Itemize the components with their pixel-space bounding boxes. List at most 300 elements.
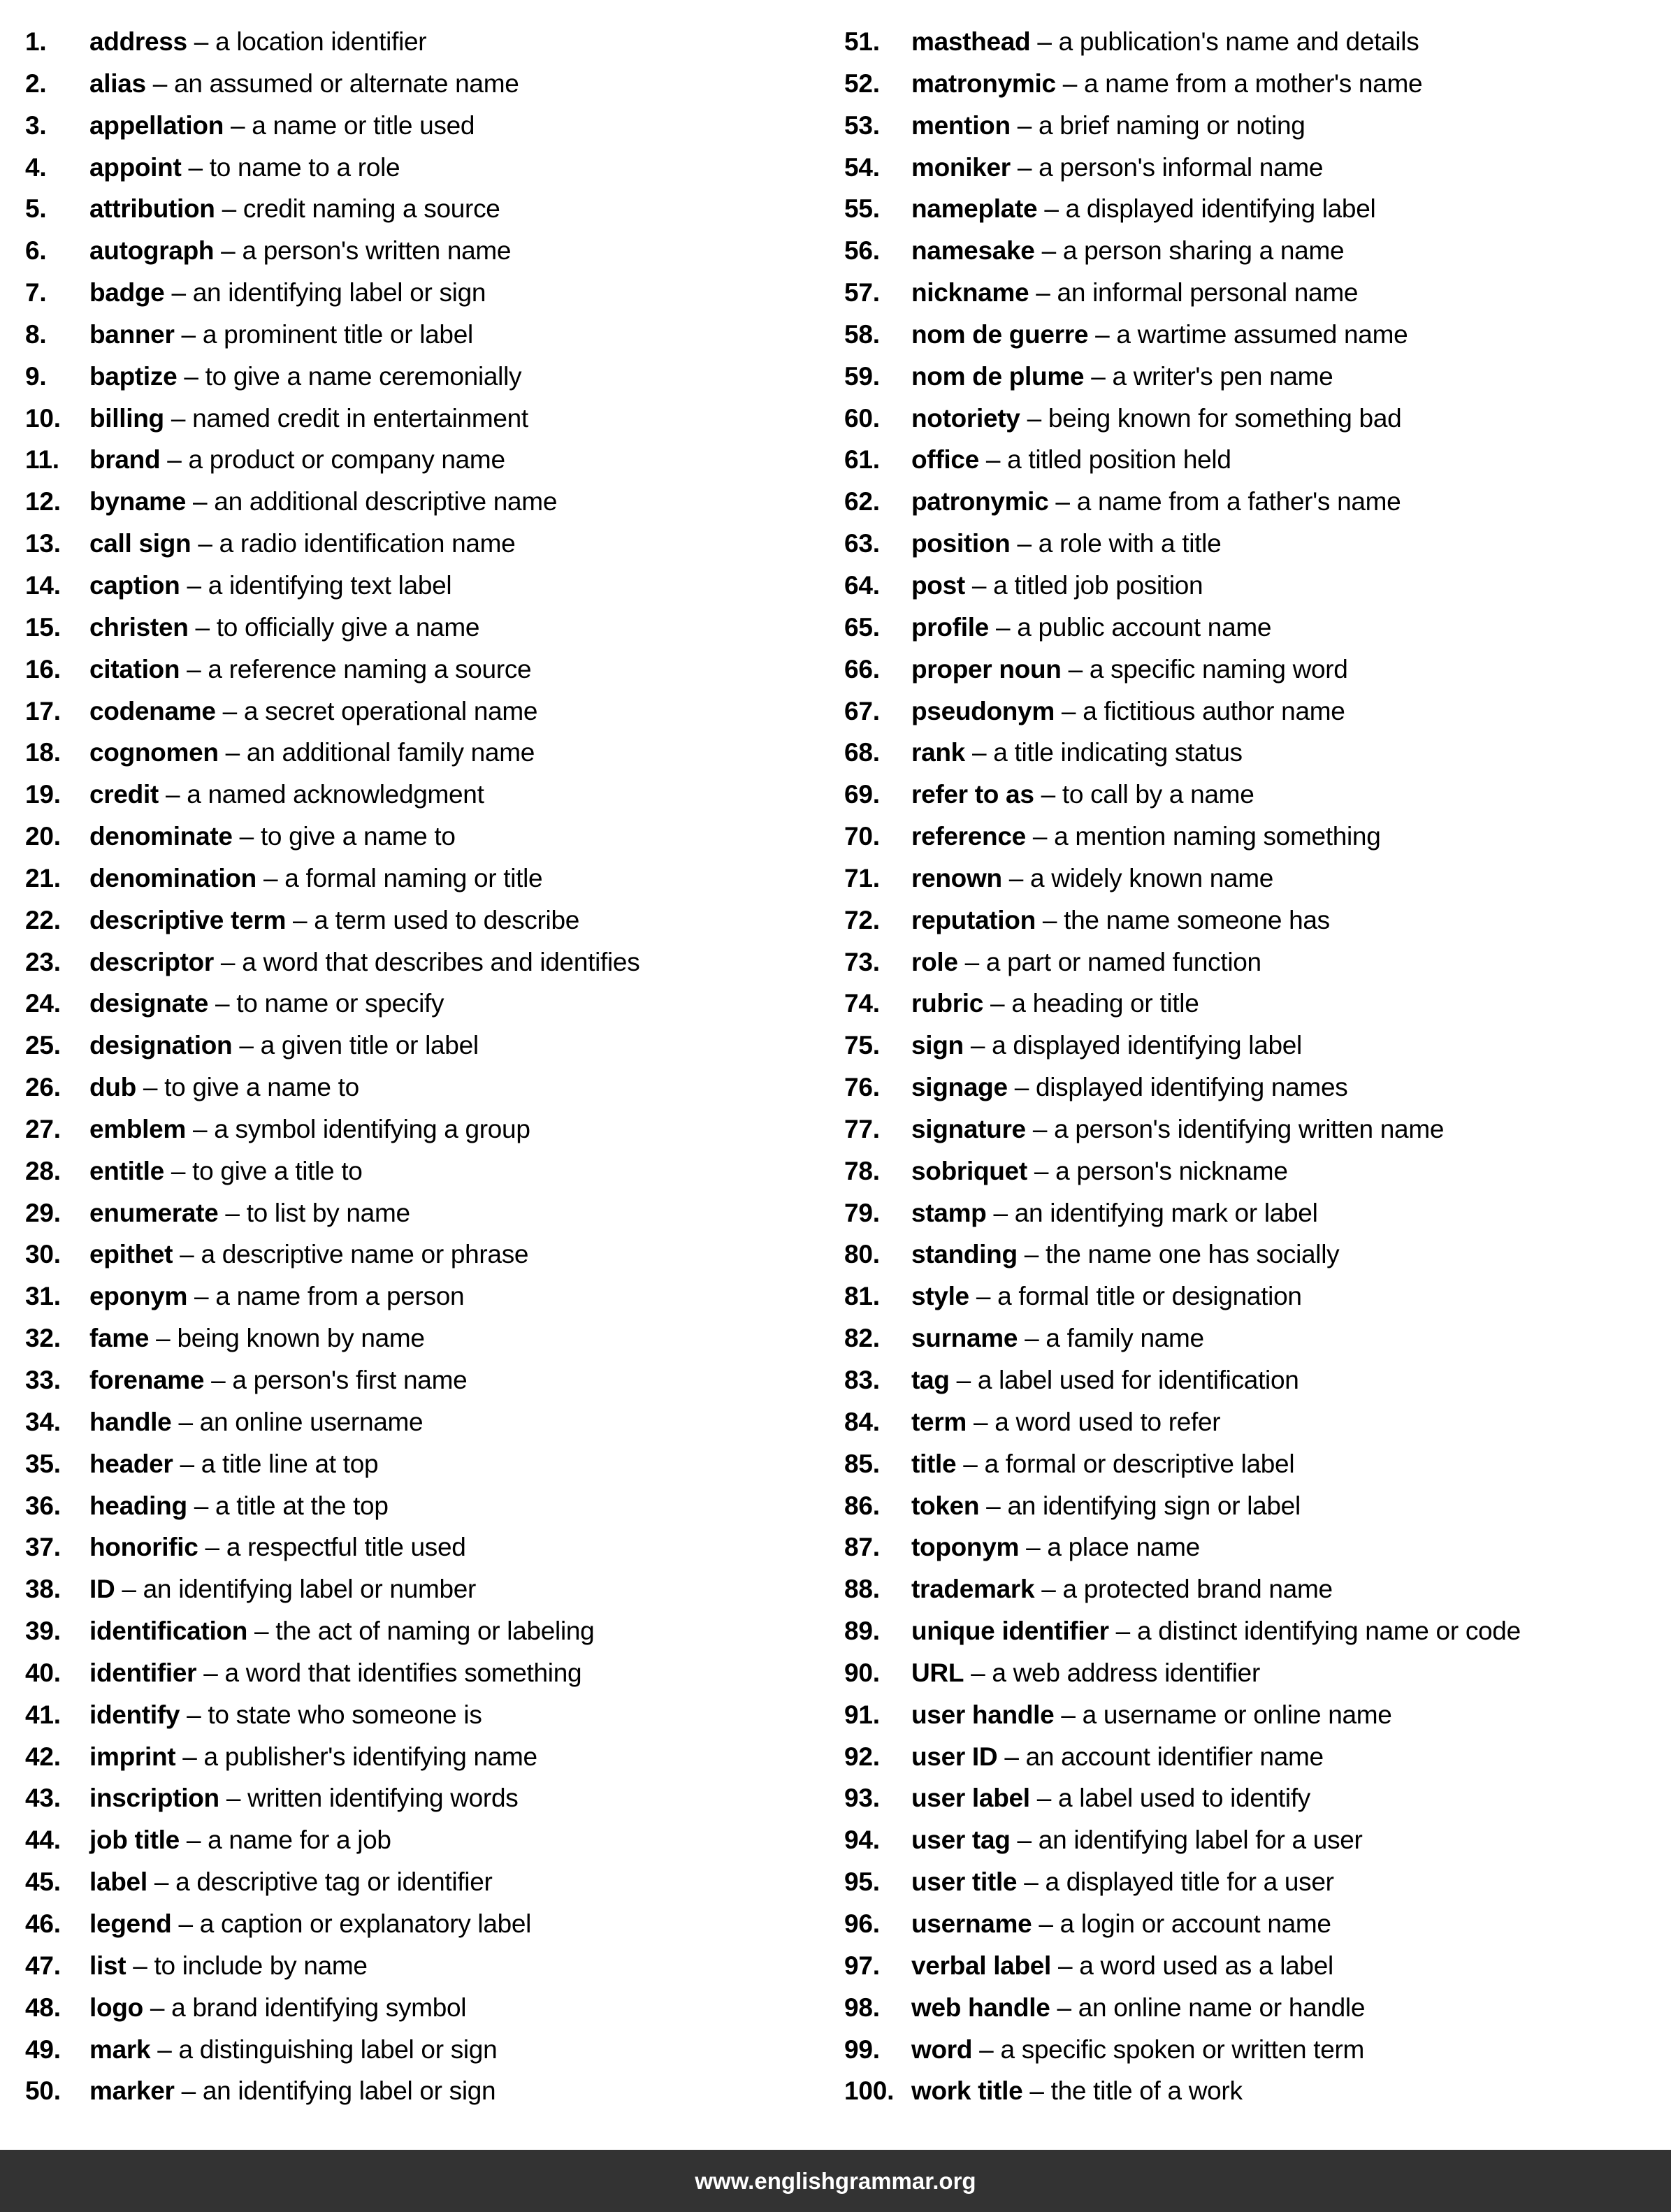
list-item-number: 41.: [25, 1700, 61, 1729]
list-item-number: 20.: [25, 822, 61, 851]
list-item-term: reference: [911, 822, 1026, 851]
list-item-body: [911, 899, 1330, 941]
list-item-dash: –: [1044, 194, 1059, 224]
list-item-body: [911, 1234, 1339, 1275]
list-item: [25, 147, 819, 189]
list-item-body: [911, 1025, 1302, 1067]
list-item-dash: –: [194, 1282, 209, 1311]
list-item-number: 71.: [844, 863, 880, 892]
list-item-term: URL: [911, 1658, 964, 1687]
list-item-term: appoint: [89, 152, 182, 182]
list-item-number: 1.: [25, 27, 47, 56]
list-item-body: [89, 1819, 391, 1861]
list-item-term: caption: [89, 570, 180, 600]
list-item-body: [911, 398, 1401, 440]
list-item-dash: –: [971, 570, 987, 600]
list-item-number: 95.: [844, 1867, 880, 1897]
list-item-dash: –: [181, 2076, 196, 2106]
list-item-dash: –: [143, 1073, 158, 1102]
list-item-body: [89, 314, 473, 356]
list-item-body: [89, 1987, 466, 2029]
list-item-dash: –: [995, 612, 1011, 642]
list-item-number: 3.: [25, 110, 47, 140]
list-item-dash: –: [1091, 361, 1106, 391]
list-item: [25, 607, 819, 649]
list-item-definition: a word that identifies something: [224, 1658, 582, 1687]
list-item-body: [911, 691, 1345, 732]
list-item-body: [89, 1903, 531, 1945]
list-item: [844, 1443, 1671, 1485]
list-item-number: 96.: [844, 1909, 880, 1938]
list-item-body: [89, 565, 451, 607]
list-item-dash: –: [226, 1784, 241, 1813]
list-item-dash: –: [986, 1491, 1001, 1520]
list-item-definition: a wartime assumed name: [1116, 319, 1408, 349]
list-item-number: 68.: [844, 738, 880, 767]
list-item: [844, 1108, 1671, 1150]
list-item-term: user handle: [911, 1700, 1055, 1729]
list-item-number: 34.: [25, 1407, 61, 1436]
list-item-dash: –: [293, 905, 308, 934]
list-item: [25, 1275, 819, 1317]
list-item-definition: a name from a mother's name: [1083, 68, 1423, 98]
list-item-term: sobriquet: [911, 1156, 1027, 1185]
list-item: [844, 1317, 1671, 1359]
list-item-body: [89, 774, 484, 816]
list-item-number: 60.: [844, 403, 880, 433]
list-item-definition: an account identifier name: [1025, 1742, 1324, 1771]
list-item-term: ID: [89, 1575, 115, 1604]
list-item-dash: –: [1026, 1533, 1041, 1562]
list-item-term: appellation: [89, 110, 224, 140]
list-item-body: [911, 1568, 1333, 1610]
list-item-number: 33.: [25, 1366, 61, 1394]
list-item-definition: a radio identification name: [219, 529, 516, 558]
list-item-term: emblem: [89, 1114, 187, 1143]
list-item: [844, 105, 1671, 147]
list-item-number: 15.: [25, 612, 61, 642]
list-item: [844, 1568, 1671, 1610]
list-item-definition: a username or online name: [1082, 1700, 1392, 1729]
list-item-term: web handle: [911, 1993, 1050, 2022]
list-item-number: 58.: [844, 319, 880, 349]
list-item-body: [911, 774, 1254, 816]
list-item-definition: a specific spoken or written term: [1000, 2034, 1365, 2064]
list-item-number: 35.: [25, 1449, 61, 1478]
list-item-dash: –: [1014, 1073, 1029, 1102]
list-item: [25, 188, 819, 230]
list-item-body: [89, 188, 500, 230]
list-item-body: [911, 1401, 1220, 1443]
list-item: [25, 523, 819, 565]
list-item-definition: a writer's pen name: [1112, 361, 1333, 391]
list-item-term: style: [911, 1282, 969, 1311]
list-item: [25, 1234, 819, 1275]
list-item-body: [89, 1610, 594, 1652]
list-item: [844, 899, 1671, 941]
list-item-number: 38.: [25, 1575, 61, 1604]
list-item-body: [89, 732, 535, 774]
list-item-term: signature: [911, 1114, 1026, 1143]
list-item-term: masthead: [911, 27, 1031, 56]
word-list-columns: [0, 21, 1671, 2112]
list-item-dash: –: [225, 738, 240, 767]
list-item: [844, 1485, 1671, 1527]
list-item-term: reputation: [911, 905, 1036, 934]
list-item-definition: a person sharing a name: [1062, 236, 1345, 266]
list-item: [25, 1150, 819, 1192]
list-item-definition: a product or company name: [188, 445, 505, 475]
list-item-number: 87.: [844, 1533, 880, 1562]
list-item: [844, 2029, 1671, 2071]
list-item-body: [89, 439, 505, 481]
list-item-definition: a specific naming word: [1089, 654, 1348, 684]
list-item: [25, 816, 819, 858]
list-item-number: 75.: [844, 1031, 880, 1060]
list-item-term: trademark: [911, 1575, 1035, 1604]
list-item-number: 54.: [844, 152, 880, 182]
list-item: [844, 983, 1671, 1025]
list-item-definition: to name to a role: [209, 152, 400, 182]
list-item-body: [89, 899, 579, 941]
list-item-number: 27.: [25, 1114, 61, 1143]
list-item: [25, 1945, 819, 1987]
list-item-term: pseudonym: [911, 696, 1055, 725]
list-item-number: 98.: [844, 1993, 880, 2022]
list-item-dash: –: [1027, 403, 1041, 433]
list-item: [844, 1401, 1671, 1443]
list-item-dash: –: [1004, 1742, 1019, 1771]
list-item-term: office: [911, 445, 979, 475]
list-item-number: 8.: [25, 319, 47, 349]
list-item: [25, 356, 819, 398]
list-item-dash: –: [979, 2034, 994, 2064]
list-item-term: user title: [911, 1867, 1018, 1897]
list-item-number: 65.: [844, 612, 880, 642]
list-item: [25, 2070, 819, 2112]
list-item: [25, 314, 819, 356]
list-item-body: [911, 816, 1380, 858]
list-item-definition: written identifying words: [247, 1784, 519, 1813]
list-item-definition: displayed identifying names: [1035, 1073, 1348, 1102]
list-item-dash: –: [1017, 152, 1032, 182]
list-item: [844, 565, 1671, 607]
list-item-term: user label: [911, 1784, 1030, 1813]
list-item: [844, 523, 1671, 565]
list-item-body: [89, 105, 475, 147]
list-item-definition: an identifying label or number: [143, 1575, 477, 1604]
list-item-dash: –: [956, 1366, 971, 1394]
list-item-definition: to officially give a name: [216, 612, 480, 642]
list-item-definition: a distinct identifying name or code: [1136, 1617, 1521, 1646]
list-item-body: [89, 272, 486, 314]
list-item-body: [911, 1359, 1299, 1401]
list-item-body: [911, 1526, 1200, 1568]
list-item-definition: a heading or title: [1011, 989, 1199, 1018]
list-item-dash: –: [1032, 1114, 1048, 1143]
list-item-number: 86.: [844, 1491, 880, 1520]
list-item: [844, 1694, 1671, 1736]
list-item-term: eponym: [89, 1282, 188, 1311]
list-item-term: job title: [89, 1826, 180, 1855]
list-item-number: 67.: [844, 696, 880, 725]
list-item-body: [89, 230, 511, 272]
list-item: [25, 2029, 819, 2071]
list-item-term: user ID: [911, 1742, 998, 1771]
list-item-definition: a person's informal name: [1039, 152, 1324, 182]
list-item-number: 14.: [25, 570, 61, 600]
list-item-definition: a family name: [1046, 1324, 1204, 1353]
list-item-dash: –: [193, 487, 208, 516]
list-item-definition: the act of naming or labeling: [275, 1617, 595, 1646]
list-item: [844, 732, 1671, 774]
list-item-term: matronymic: [911, 68, 1056, 98]
list-item-body: [911, 105, 1305, 147]
list-item-number: 45.: [25, 1867, 61, 1897]
list-item-number: 88.: [844, 1575, 880, 1604]
list-item-term: namesake: [911, 236, 1035, 266]
list-item-number: 25.: [25, 1031, 61, 1060]
list-item-term: nom de plume: [911, 361, 1085, 391]
list-item-number: 49.: [25, 2034, 61, 2064]
list-item-dash: –: [1025, 1324, 1039, 1353]
list-item-number: 89.: [844, 1617, 880, 1646]
list-item-number: 21.: [25, 863, 61, 892]
list-item-dash: –: [1041, 780, 1055, 809]
list-item-dash: –: [221, 236, 236, 266]
list-item-body: [89, 523, 515, 565]
list-item-term: cognomen: [89, 738, 219, 767]
list-item-definition: a public account name: [1017, 612, 1272, 642]
list-item-number: 64.: [844, 570, 880, 600]
list-item-body: [911, 1443, 1294, 1485]
list-item-number: 16.: [25, 654, 61, 684]
list-item-dash: –: [188, 152, 203, 182]
list-item-dash: –: [156, 1324, 171, 1353]
list-item-term: stamp: [911, 1198, 987, 1227]
list-item-dash: –: [1017, 110, 1032, 140]
list-item-dash: –: [203, 1658, 218, 1687]
list-item: [25, 774, 819, 816]
list-item-dash: –: [222, 696, 237, 725]
list-item-body: [89, 1192, 410, 1234]
list-item-body: [911, 565, 1203, 607]
list-item-term: identification: [89, 1617, 248, 1646]
list-item: [844, 1275, 1671, 1317]
list-item-definition: a person's identifying written name: [1054, 1114, 1445, 1143]
list-item: [844, 649, 1671, 691]
list-item-dash: –: [1039, 1909, 1053, 1938]
list-item-dash: –: [171, 403, 186, 433]
list-item-term: imprint: [89, 1742, 176, 1771]
list-item-term: role: [911, 947, 958, 976]
list-item-definition: to state who someone is: [208, 1700, 482, 1729]
list-item: [25, 565, 819, 607]
list-item-number: 56.: [844, 236, 880, 266]
list-item-number: 30.: [25, 1240, 61, 1269]
list-item-number: 78.: [844, 1156, 880, 1185]
list-item-number: 52.: [844, 68, 880, 98]
list-item-body: [89, 2029, 497, 2071]
list-item-number: 44.: [25, 1826, 61, 1855]
list-item-term: moniker: [911, 152, 1011, 182]
list-item-number: 62.: [844, 487, 880, 516]
list-item-dash: –: [187, 570, 201, 600]
list-item-number: 5.: [25, 194, 47, 224]
list-item-dash: –: [993, 1198, 1008, 1227]
list-item-dash: –: [211, 1366, 226, 1394]
list-item-body: [911, 272, 1358, 314]
list-item: [25, 1861, 819, 1903]
list-item-dash: –: [215, 989, 230, 1018]
list-item-number: 23.: [25, 947, 61, 976]
list-item-dash: –: [1115, 1617, 1130, 1646]
list-item-term: inscription: [89, 1784, 219, 1813]
list-item-dash: –: [157, 2034, 172, 2064]
list-item: [25, 649, 819, 691]
list-item-definition: an assumed or alternate name: [174, 68, 519, 98]
list-item-number: 80.: [844, 1240, 880, 1269]
list-item-definition: a descriptive name or phrase: [201, 1240, 529, 1269]
list-item-dash: –: [182, 1742, 197, 1771]
list-item-definition: a part or named function: [985, 947, 1261, 976]
list-item: [25, 1108, 819, 1150]
list-item-dash: –: [1057, 1993, 1071, 2022]
list-item-body: [89, 1736, 537, 1778]
list-item-number: 90.: [844, 1658, 880, 1687]
list-item-term: legend: [89, 1909, 172, 1938]
list-item-number: 93.: [844, 1784, 880, 1813]
list-item-body: [89, 1317, 425, 1359]
list-item-number: 6.: [25, 236, 47, 266]
list-item-body: [911, 523, 1221, 565]
list-item-dash: –: [178, 1909, 193, 1938]
list-item-definition: a role with a title: [1038, 529, 1222, 558]
list-item: [844, 21, 1671, 63]
list-item: [844, 858, 1671, 899]
list-item: [844, 356, 1671, 398]
list-item-dash: –: [1041, 1575, 1056, 1604]
list-item-dash: –: [254, 1617, 269, 1646]
list-item-definition: the name someone has: [1064, 905, 1330, 934]
list-item: [844, 1610, 1671, 1652]
list-item-body: [911, 1903, 1331, 1945]
list-item-term: designate: [89, 989, 209, 1018]
list-item-number: 42.: [25, 1742, 61, 1771]
list-item-number: 28.: [25, 1156, 61, 1185]
list-item: [844, 398, 1671, 440]
list-item-body: [911, 481, 1401, 523]
list-item-term: autograph: [89, 236, 215, 266]
list-item-term: citation: [89, 654, 180, 684]
list-item-number: 36.: [25, 1491, 61, 1520]
list-item: [844, 147, 1671, 189]
list-item-definition: the name one has socially: [1046, 1240, 1340, 1269]
list-item: [25, 21, 819, 63]
list-item-body: [911, 230, 1344, 272]
list-item-body: [89, 1652, 581, 1694]
list-item-definition: an identifying label or sign: [202, 2076, 496, 2106]
list-item-number: 76.: [844, 1073, 880, 1102]
list-item-body: [89, 1945, 368, 1987]
list-item-definition: an identifying label or sign: [192, 278, 486, 308]
list-item-number: 79.: [844, 1198, 880, 1227]
list-item-number: 77.: [844, 1114, 880, 1143]
list-item-body: [911, 1861, 1334, 1903]
list-item: [25, 63, 819, 105]
list-item-term: marker: [89, 2076, 175, 2106]
list-item-term: mention: [911, 110, 1011, 140]
list-item-definition: an online name or handle: [1078, 1993, 1366, 2022]
list-item-definition: a formal title or designation: [997, 1282, 1302, 1311]
list-item: [844, 774, 1671, 816]
list-item-definition: a web address identifier: [992, 1658, 1260, 1687]
list-item-term: refer to as: [911, 780, 1034, 809]
list-item: [844, 1945, 1671, 1987]
list-item: [25, 1819, 819, 1861]
list-item-term: address: [89, 27, 187, 56]
list-item-term: identifier: [89, 1658, 197, 1687]
list-item: [25, 105, 819, 147]
list-item-number: 83.: [844, 1366, 880, 1394]
list-item-definition: a publication's name and details: [1058, 27, 1419, 56]
list-item: [25, 1987, 819, 2029]
list-item-number: 7.: [25, 278, 47, 308]
list-item-dash: –: [1058, 1951, 1073, 1980]
list-item-body: [911, 1945, 1333, 1987]
list-item-definition: a fictitious author name: [1083, 696, 1345, 725]
list-item-term: codename: [89, 696, 216, 725]
list-item: [25, 272, 819, 314]
list-item-body: [911, 188, 1375, 230]
list-item-dash: –: [1024, 1867, 1039, 1897]
list-item-dash: –: [239, 822, 254, 851]
list-item-number: 18.: [25, 738, 61, 767]
list-item-body: [911, 439, 1231, 481]
list-item-dash: –: [195, 612, 210, 642]
list-item-definition: to give a name to: [164, 1073, 359, 1102]
list-item: [844, 1359, 1671, 1401]
list-item-term: username: [911, 1909, 1032, 1938]
list-item-definition: a login or account name: [1059, 1909, 1331, 1938]
list-item-term: descriptor: [89, 947, 214, 976]
list-item-number: 53.: [844, 110, 880, 140]
list-item-dash: –: [1017, 1826, 1032, 1855]
list-item-number: 19.: [25, 780, 61, 809]
list-item-body: [89, 1150, 363, 1192]
list-item: [25, 1652, 819, 1694]
list-item: [844, 230, 1671, 272]
list-item-dash: –: [1061, 696, 1076, 725]
list-item-definition: an additional family name: [246, 738, 535, 767]
list-item: [25, 1401, 819, 1443]
list-item-term: nom de guerre: [911, 319, 1089, 349]
list-item-definition: a person's written name: [242, 236, 512, 266]
list-item: [844, 691, 1671, 732]
list-item-number: 39.: [25, 1617, 61, 1646]
list-item-body: [89, 63, 519, 105]
list-item-dash: –: [963, 1449, 978, 1478]
list-item-term: christen: [89, 612, 189, 642]
list-item-term: billing: [89, 403, 164, 433]
list-item-number: 73.: [844, 947, 880, 976]
list-item: [844, 272, 1671, 314]
list-item-definition: a widely known name: [1030, 863, 1274, 892]
list-item-body: [89, 1568, 476, 1610]
list-item-number: 40.: [25, 1658, 61, 1687]
list-item-dash: –: [150, 1993, 165, 2022]
list-item-dash: –: [193, 1114, 208, 1143]
